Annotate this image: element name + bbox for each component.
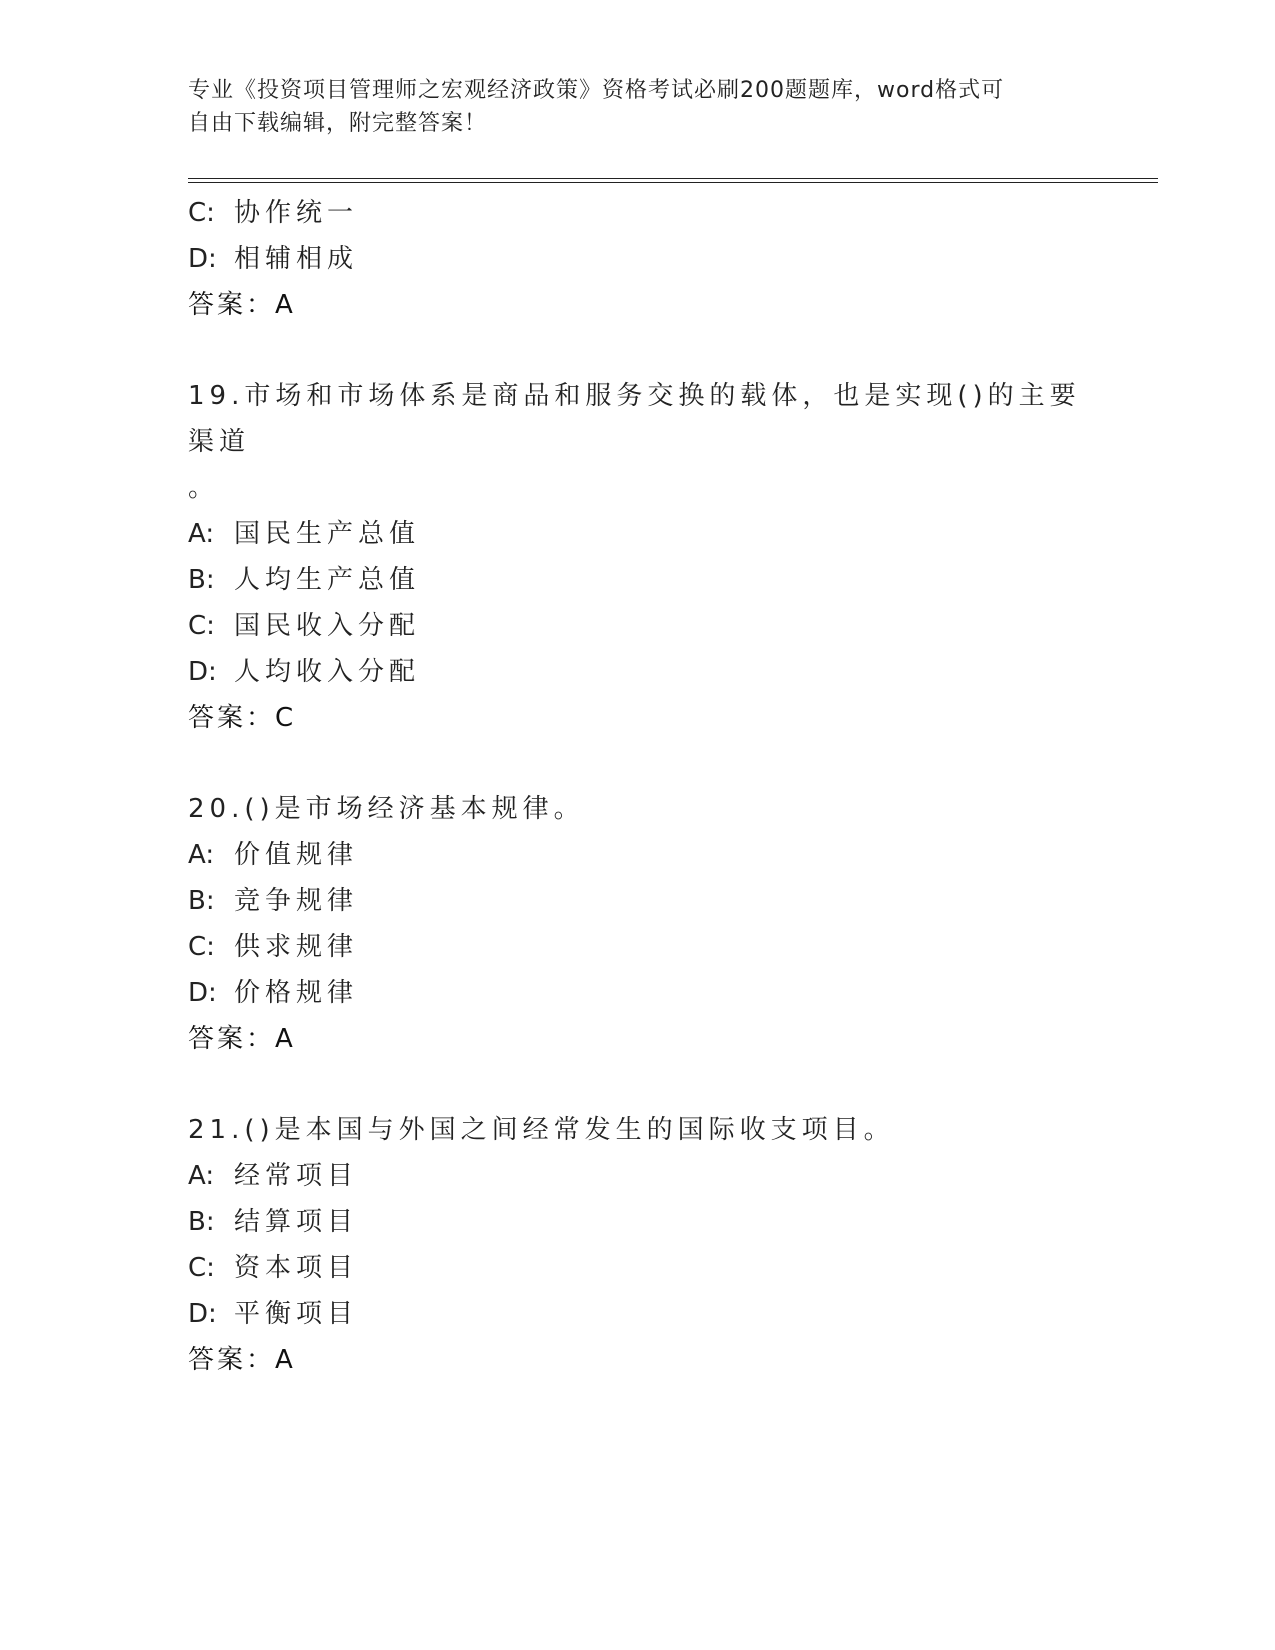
option-text: 资本项目 [234,1253,359,1283]
option-b [188,557,1088,603]
option-text: 竞争规律 [234,886,359,916]
option-letter: C: [188,198,215,228]
option-text: 平衡项目 [234,1299,359,1329]
option-text: 人均收入分配 [234,657,421,687]
answer-line: 答案：A [188,290,296,320]
header-title-line-2: 自由下载编辑，附完整答案！ [188,111,488,136]
option-c [188,1245,1088,1291]
option-a [188,832,1088,878]
option-text: 价值规律 [234,840,359,870]
spacer [188,741,1088,786]
option-d [188,236,1088,282]
option-letter: B: [188,1207,215,1237]
option-d [188,970,1088,1016]
option-letter: B: [188,565,215,595]
option-letter: D: [188,244,217,274]
option-letter: C: [188,932,215,962]
option-d [188,1291,1088,1337]
question-21 [188,1107,1088,1383]
question-stem: 20.()是市场经济基本规律。 [188,794,585,824]
question-stem: 21.()是本国与外国之间经常发生的国际收支项目。 [188,1115,895,1145]
option-letter: D: [188,657,217,687]
question-stem-continuation: 。 [188,473,215,503]
option-text: 相辅相成 [234,244,359,274]
answer-line: 答案：A [188,1345,296,1375]
question-20 [188,786,1088,1062]
option-a [188,511,1088,557]
header-title-line-1: 专业《投资项目管理师之宏观经济政策》资格考试必刷200题题库，word格式可 [188,78,1005,103]
question-stem: 19.市场和市场体系是商品和服务交换的载体，也是实现()的主要渠道 [188,381,1081,457]
option-c [188,190,1088,236]
spacer [188,328,1088,373]
question-19 [188,373,1088,741]
option-d [188,649,1088,695]
option-letter: A: [188,519,215,549]
option-text: 协作统一 [234,198,359,228]
option-text: 价格规律 [234,978,359,1008]
header-divider [188,178,1158,183]
option-b [188,1199,1088,1245]
option-text: 人均生产总值 [234,565,421,595]
option-c [188,603,1088,649]
option-c [188,924,1088,970]
option-a [188,1153,1088,1199]
option-text: 国民生产总值 [234,519,421,549]
page-header [188,74,1088,140]
option-text: 结算项目 [234,1207,359,1237]
option-letter: D: [188,1299,217,1329]
option-letter: C: [188,1253,215,1283]
option-letter: B: [188,886,215,916]
option-b [188,878,1088,924]
option-text: 国民收入分配 [234,611,421,641]
option-text: 供求规律 [234,932,359,962]
answer-line: 答案：A [188,1024,296,1054]
option-letter: D: [188,978,217,1008]
question-18-tail [188,190,1088,328]
option-text: 经常项目 [234,1161,359,1191]
question-list [188,190,1088,1383]
answer-line: 答案：C [188,703,297,733]
option-letter: A: [188,840,215,870]
option-letter: A: [188,1161,215,1191]
spacer [188,1062,1088,1107]
option-letter: C: [188,611,215,641]
